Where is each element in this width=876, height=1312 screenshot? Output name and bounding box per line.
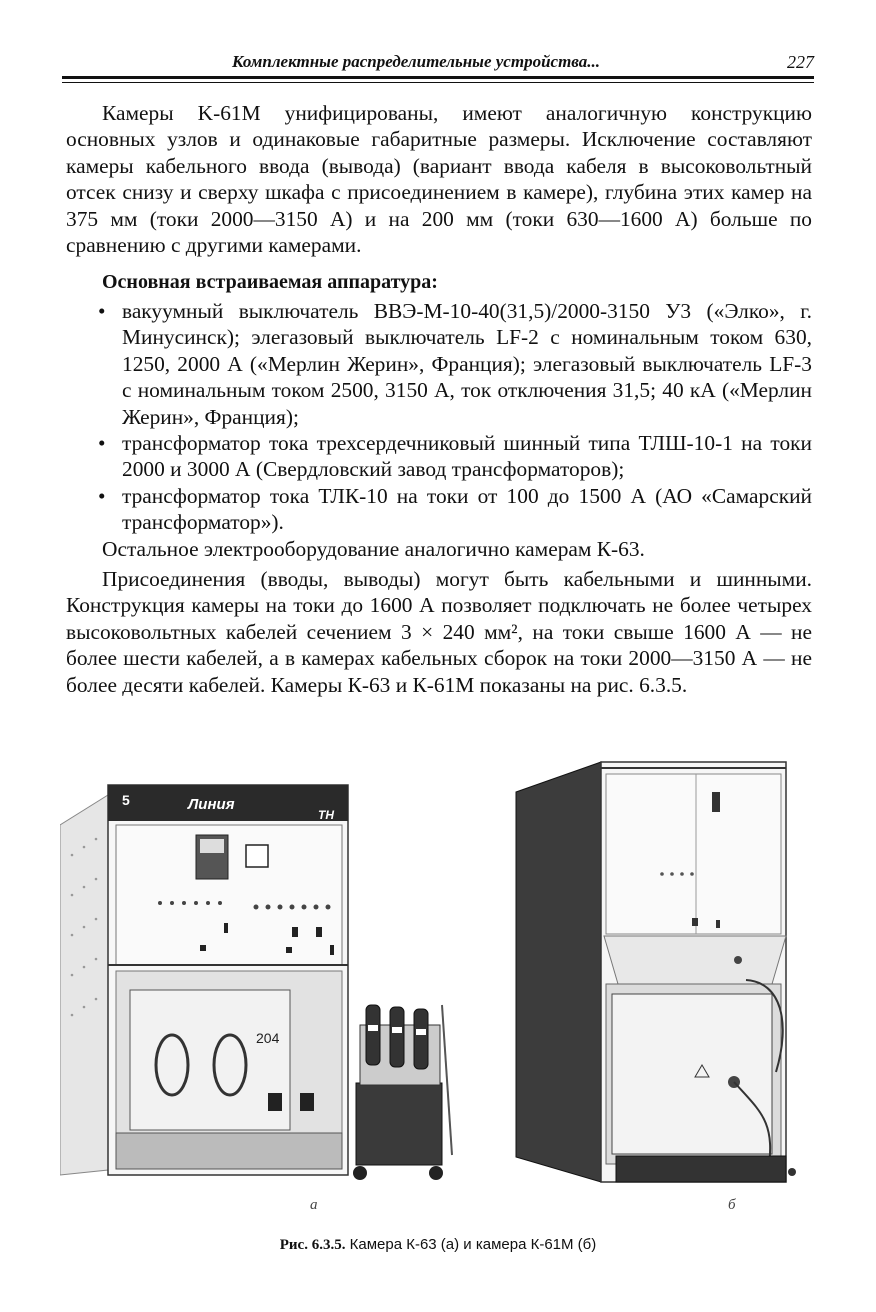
figure-caption-text: Камера К-63 (а) и камера К-61М (б) (349, 1236, 597, 1253)
photo-b-sublabel: б (728, 1197, 736, 1213)
header-rule-thin (62, 82, 814, 83)
page-number: 227 (787, 52, 814, 72)
figure-label: Рис. 6.3.5. (279, 1237, 346, 1253)
photo-cabinet-k61m (506, 752, 806, 1190)
list-item (96, 483, 812, 536)
running-header (62, 52, 814, 74)
list-item (96, 430, 812, 483)
panel-label-line: Линия (188, 796, 235, 813)
bullet-marker: • (98, 299, 106, 323)
figure-caption (0, 1236, 876, 1254)
door-number: 204 (256, 1030, 280, 1046)
bullet-marker: • (98, 431, 106, 456)
paragraph-other-equipment: Остальное электрооборудование аналогично камерам К-63. (102, 537, 645, 561)
list-item-text: трансформатор тока ТЛК-10 на токи от 100 до 1500 А (АО «Самарский трансформатор»). (122, 483, 812, 535)
paragraph-intro: Камеры K-61M унифицированы, имеют аналогичную конструкцию основных узлов и одинаковые габаритные размеры. Исключение составляют камеры кабельного ввода (вывода) (вариант ввода кабеля в высоковольтный отсек снизу и сверху шкафа с присоединением в камере), глубина этих камер на 375 мм (токи 2000—3150 А) и на 200 мм (токи 630—1600 А) больше по сравнению с другими камерами. (66, 101, 812, 258)
list-item-text: вакуумный выключатель ВВЭ-М-10-40(31,5)/2000-3150 У3 («Элко», г. Минусинск); элегазовый выключатель LF-2 с номинальным током 630, 1250, 2000 А («Мерлин Жерин», Франция); элегазовый выключатель LF-3 с номинальным током 2500, 3150 А, ток отключения 31,5; 40 кА («Мерлин Жерин», Франция); (122, 299, 812, 429)
apparatus-list (96, 298, 812, 536)
header-rule-thick (62, 76, 814, 79)
list-item (96, 298, 812, 430)
paragraph-connections: Присоединения (вводы, выводы) могут быть кабельными и шинными. Конструкция камеры на токи до 1600 А позволяет подключать не более четырех высоковольтных кабелей сечением 3 × 240 мм², на токи свыше 1600 А — не более шести кабелей, а в камерах кабельных сборок на токи 2000—3150 А — не более десяти кабелей. Камеры К-63 и К-61М показаны на рис. 6.3.5. (66, 567, 812, 697)
running-title: Комплектные распределительные устройства... (232, 52, 601, 71)
bullet-marker: • (98, 483, 106, 508)
panel-label-vt: ТН (318, 808, 334, 822)
photo-cabinet-k63 (60, 775, 468, 1195)
panel-number: 5 (122, 792, 130, 808)
photo-a-sublabel: а (310, 1197, 318, 1213)
apparatus-heading: Основная встраиваемая аппаратура: (102, 271, 438, 293)
list-item-text: трансформатор тока трехсердечниковый шинный типа ТЛШ-10-1 на токи 2000 и 3000 А (Свердловский завод трансформаторов); (122, 431, 812, 482)
